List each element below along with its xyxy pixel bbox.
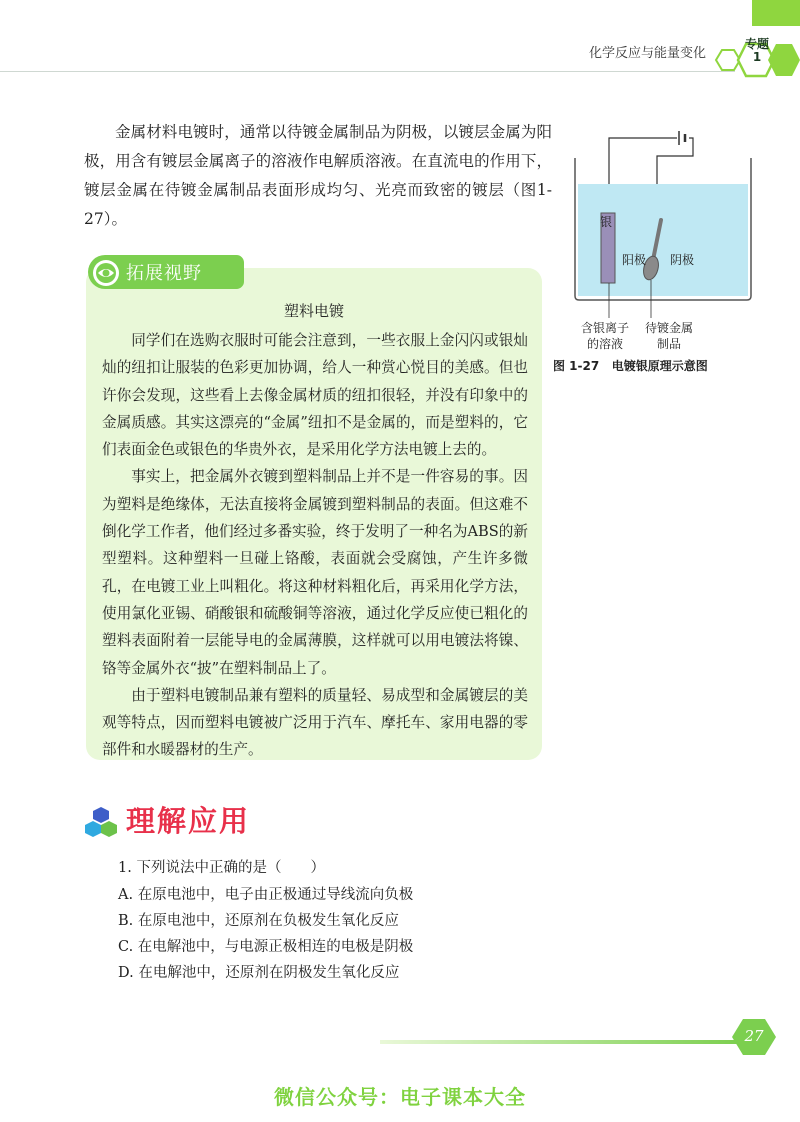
header-accent-bar <box>752 0 800 26</box>
figure-caption-number: 图 1-27 <box>553 359 600 373</box>
intro-text <box>84 118 552 234</box>
header-rule <box>0 71 735 72</box>
extension-body <box>102 327 528 764</box>
option-a: A. 在原电池中，电子由正极通过导线流向负极 <box>118 887 414 903</box>
watermark-text: 微信公众号：电子课本大全 <box>274 1085 526 1109</box>
figure-caption-text: 电镀银原理示意图 <box>611 359 708 373</box>
extension-paragraph: 事实上，把金属外衣镀到塑料制品上并不是一件容易的事。因为塑料是绝缘体，无法直接将金属镀到塑料制品的表面。但这难不倒化学工作者，他们经过多番实验，终于发明了一种名为ABS的新型塑料。这种塑料一旦碰上铬酸，表面就会受腐蚀，产生许多微孔，在电镀工业上叫粗化。将这种材料粗化后，再采用化学方法，使用氯化亚锡、硝酸银和硫酸铜等溶液，通过化学反应使已粗化的塑料表面附着一层能导电的金属薄膜，这样就可以用电镀法将镍、铬等金属外衣“披”在塑料制品上了。 <box>102 468 528 677</box>
cubes-icon <box>84 805 118 839</box>
page-number: 27 <box>744 1027 764 1045</box>
electroplating-diagram <box>565 128 765 318</box>
extension-title: 塑料电镀 <box>283 302 344 320</box>
eye-icon <box>92 259 120 287</box>
extension-tab-label: 拓展视野 <box>126 263 202 284</box>
extension-paragraph: 由于塑料电镀制品兼有塑料的质量轻、易成型和金属镀层的美观等特点，因而塑料电镀被广泛用于汽车、摩托车、家用电器的零部件和水暖器材的生产。 <box>102 686 528 759</box>
footer-gradient-line <box>380 1040 740 1044</box>
question-text: 1. 下列说法中正确的是（ ） <box>118 860 325 876</box>
electroplating-figure <box>565 128 765 388</box>
intro-paragraph: 金属材料电镀时，通常以待镀金属制品为阴极，以镀层金属为阳极，用含有镀层金属离子的溶液作电解质溶液。在直流电的作用下，镀层金属在待镀金属制品表面形成均匀、光亮而致密的镀层（图1-27）。 <box>84 123 552 228</box>
label-silver: 银 <box>599 215 612 229</box>
figure-caption <box>553 357 783 374</box>
chapter-tag-label: 专题 <box>744 37 769 51</box>
label-anode: 阳极 <box>621 253 646 267</box>
section-title: 理解应用 <box>126 804 251 838</box>
label-solution: 含银离子 的溶液 <box>580 321 629 351</box>
chapter-title: 化学反应与能量变化 <box>588 46 706 61</box>
chapter-tag-number: 1 <box>752 50 762 64</box>
extension-paragraph: 同学们在选购衣服时可能会注意到，一些衣服上金闪闪或银灿灿的纽扣让服装的色彩更加协调，给人一种赏心悦目的美感。但也许你会发现，这些看上去像金属材质的纽扣很轻，并没有印象中的金属质感。其实这漂亮的“金属”纽扣不是金属的，而是塑料的，它们表面金色或银色的华贵外衣，是采用化学方法电镀上去的。 <box>102 332 528 459</box>
option-b: B. 在原电池中，还原剂在负极发生氧化反应 <box>118 913 399 929</box>
label-object: 待镀金属 制品 <box>644 321 693 351</box>
chapter-tag <box>737 38 777 64</box>
label-cathode: 阴极 <box>669 253 694 267</box>
option-d: D. 在电解池中，还原剂在阴极发生氧化反应 <box>118 965 400 981</box>
option-c: C. 在电解池中，与电源正极相连的电极是阴极 <box>118 939 414 955</box>
